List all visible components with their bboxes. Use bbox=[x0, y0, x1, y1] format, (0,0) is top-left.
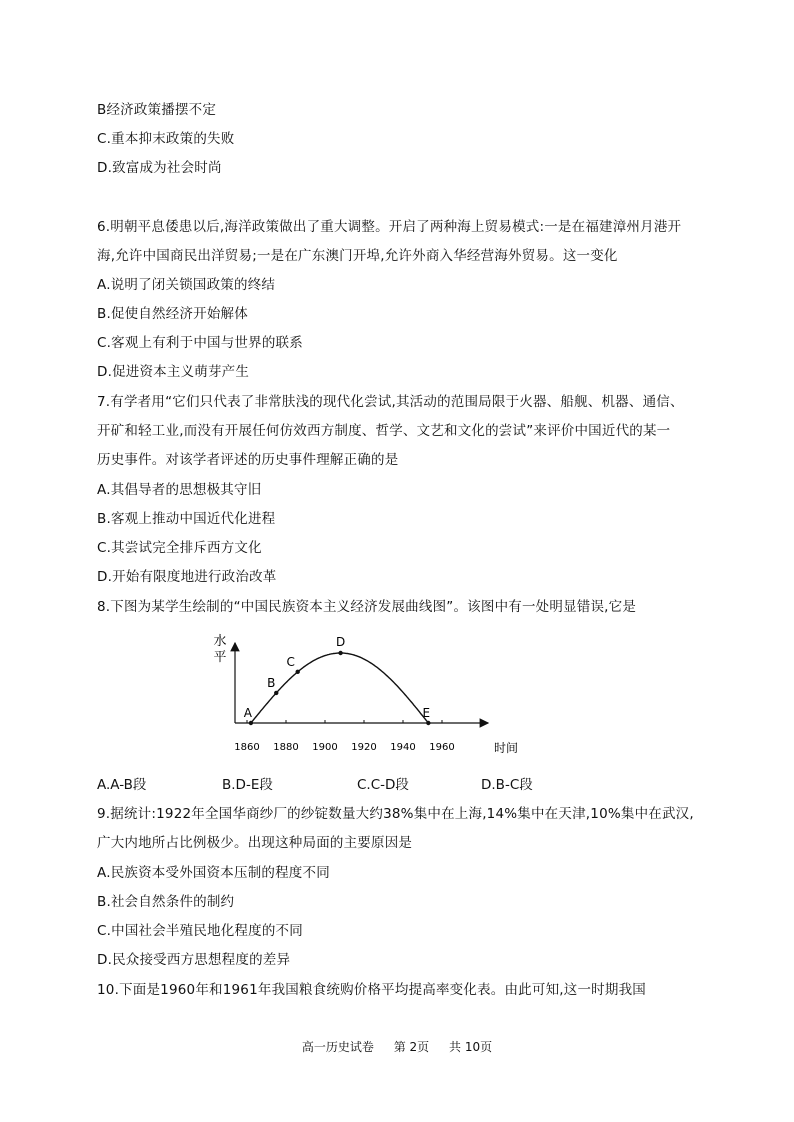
option-7c: C.其尝试完全排斥西方文化 bbox=[97, 540, 262, 556]
curve-point-label-b: B bbox=[267, 675, 276, 690]
x-tick-label: 1920 bbox=[351, 742, 377, 753]
footer-page-total: 共 10页 bbox=[449, 1040, 493, 1054]
development-curve-chart bbox=[210, 625, 519, 775]
option-7a: A.其倡导者的思想极其守旧 bbox=[97, 482, 262, 498]
option-8b: B.D-E段 bbox=[222, 777, 273, 793]
page-footer bbox=[0, 1039, 794, 1055]
question-7-line-3: 历史事件。对该学者评述的历史事件理解正确的是 bbox=[97, 452, 399, 468]
option-5c: C.重本抑末政策的失败 bbox=[97, 131, 235, 147]
footer-page-number: 第 2页 bbox=[393, 1040, 430, 1054]
option-9c: C.中国社会半殖民地化程度的不同 bbox=[97, 923, 303, 939]
curve-point-label-e: E bbox=[422, 706, 431, 720]
footer-exam-name: 高一历史试卷 bbox=[301, 1040, 374, 1054]
curve-point-a bbox=[249, 721, 253, 725]
option-5b: B经济政策播摆不定 bbox=[97, 102, 217, 118]
curve-point-d bbox=[338, 651, 342, 655]
curve-line bbox=[251, 653, 428, 723]
x-tick-label: 1860 bbox=[234, 742, 260, 753]
question-6-line-2: 海,允许中国商民出洋贸易;一是在广东澳门开埠,允许外商入华经营海外贸易。这一变化 bbox=[97, 248, 618, 264]
option-6d: D.促进资本主义萌芽产生 bbox=[97, 364, 250, 380]
x-tick-label: 1960 bbox=[429, 742, 455, 753]
option-6a: A.说明了闭关锁国政策的终结 bbox=[97, 277, 276, 293]
option-6b: B.促使自然经济开始解体 bbox=[97, 306, 248, 322]
question-6-line-1: 6.明朝平息倭患以后,海洋政策做出了重大调整。开启了两种海上贸易模式:一是在福建漳州月港开 bbox=[97, 219, 682, 235]
x-tick-label: 1900 bbox=[312, 742, 338, 753]
x-axis-label: 时间 bbox=[494, 741, 519, 755]
option-9d: D.民众接受西方思想程度的差异 bbox=[97, 952, 291, 968]
option-9b: B.社会自然条件的制约 bbox=[97, 894, 235, 910]
x-tick-label: 1940 bbox=[390, 742, 416, 753]
curve-point-label-a: A bbox=[243, 706, 253, 720]
x-tick-label: 1880 bbox=[273, 742, 299, 753]
option-8c: C.C-D段 bbox=[357, 777, 409, 793]
question-9-line-1: 9.据统计:1922年全国华商纱厂的纱锭数量大约38%集中在上海,14%集中在天津,10%集中在武汉, bbox=[97, 806, 694, 822]
y-axis-label-1: 水 bbox=[213, 634, 227, 649]
question-8: 8.下图为某学生绘制的“中国民族资本主义经济发展曲线图”。该图中有一处明显错误,它是 bbox=[97, 599, 637, 615]
curve-point-c bbox=[296, 670, 300, 674]
option-7b: B.客观上推动中国近代化进程 bbox=[97, 511, 276, 527]
option-8d: D.B-C段 bbox=[481, 777, 533, 793]
option-9a: A.民族资本受外国资本压制的程度不同 bbox=[97, 865, 330, 881]
curve-point-label-d: D bbox=[335, 635, 346, 649]
option-5d: D.致富成为社会时尚 bbox=[97, 160, 222, 176]
option-6c: C.客观上有利于中国与世界的联系 bbox=[97, 335, 303, 351]
y-axis-label-2: 平 bbox=[213, 650, 227, 665]
question-9-line-2: 广大内地所占比例极少。出现这种局面的主要原因是 bbox=[97, 835, 413, 851]
option-7d: D.开始有限度地进行政治改革 bbox=[97, 569, 277, 585]
question-10: 10.下面是1960年和1961年我国粮食统购价格平均提高率变化表。由此可知,这一时期我国 bbox=[97, 982, 646, 998]
question-7-line-1: 7.有学者用“它们只代表了非常肤浅的现代化尝试,其活动的范围局限于火器、船舰、机器、通信、 bbox=[97, 394, 684, 410]
curve-point-b bbox=[274, 691, 278, 695]
question-7-line-2: 开矿和轻工业,而没有开展任何仿效西方制度、哲学、文艺和文化的尝试”来评价中国近代的某一 bbox=[97, 423, 671, 439]
curve-point-label-c: C bbox=[286, 654, 295, 669]
curve-point-e bbox=[426, 721, 430, 725]
option-8a: A.A-B段 bbox=[97, 777, 147, 793]
